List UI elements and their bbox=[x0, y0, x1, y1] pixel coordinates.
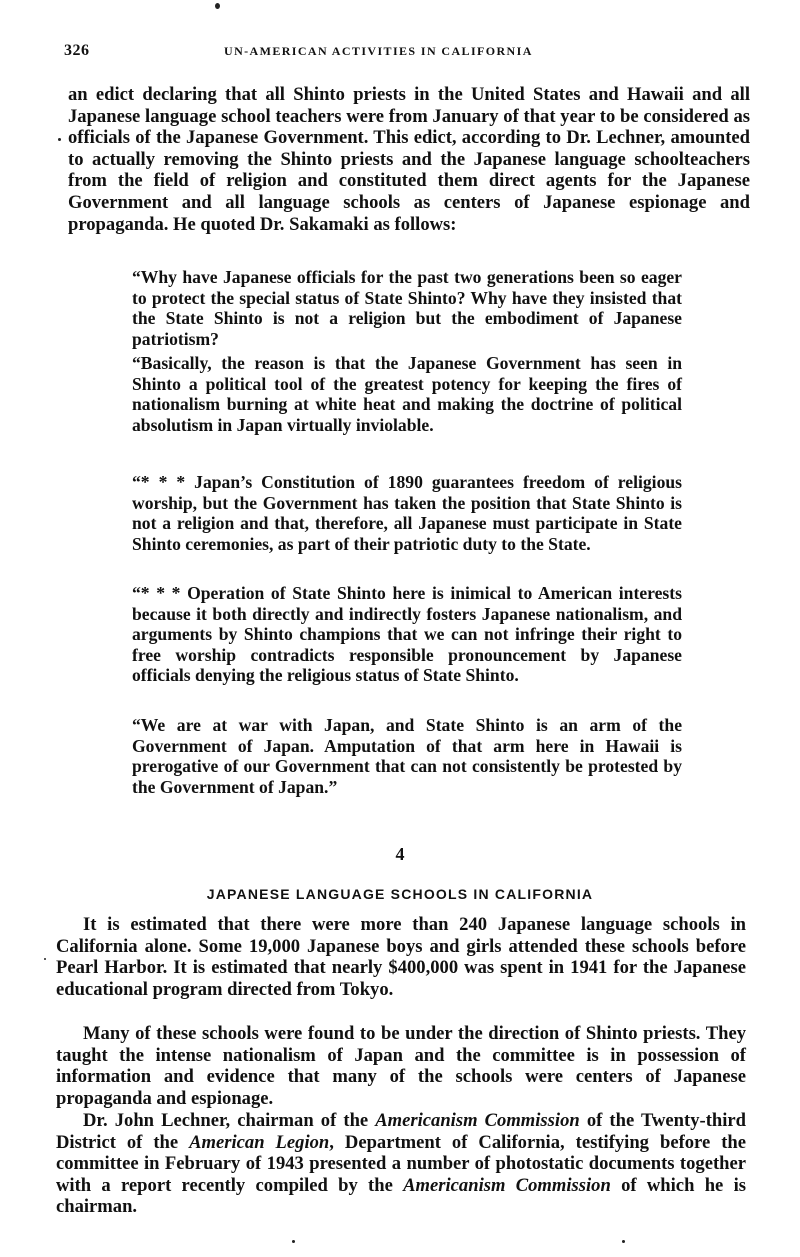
page-number: 326 bbox=[64, 42, 90, 59]
quote-paragraph: “We are at war with Japan, and State Shinto is an arm of the Government of Japan. Amputation of that arm here in Hawaii is prerogative of our Government that can not consistently be protested by the Government of Japan.” bbox=[132, 715, 682, 797]
scan-speck bbox=[215, 3, 220, 9]
intro-paragraph: an edict declaring that all Shinto priests in the United States and Hawaii and all Japanese language school teachers were from January of that year to be considered as officials of the Japanese Government. This edict, according to Dr. Lechner, amounted to actually removing the Shinto priests and the Japanese language schoolteachers from the field of religion and constituted them direct agents for the Japanese Government and all language schools as centers of Japanese espionage and propaganda. He quoted Dr. Sakamaki as follows: bbox=[68, 84, 750, 235]
italic-title: Americanism Commission bbox=[375, 1110, 580, 1131]
quote-paragraph: “* * * Japan’s Constitution of 1890 guarantees freedom of religious worship, but the Government has taken the position that State Shinto is not a religion and that, therefore, all Japanese must participate in State Shinto ceremonies, as part of their patriotic duty to the State. bbox=[132, 472, 682, 554]
quote-paragraph: “Why have Japanese officials for the past two generations been so eager to protect the special status of State Shinto? Why have they insisted that the State Shinto is not a religion but the embodiment of Japanese patriotism? bbox=[132, 267, 682, 349]
paragraph-text: of which he is chairman. bbox=[56, 1174, 746, 1218]
scan-speck bbox=[292, 1240, 295, 1243]
page-header bbox=[64, 42, 754, 66]
paragraph-text: of the Twenty-third District of the bbox=[56, 1110, 746, 1153]
running-title: UN-AMERICAN ACTIVITIES IN CALIFORNIA bbox=[224, 44, 533, 58]
scan-speck bbox=[622, 1240, 625, 1243]
quote-paragraph: “* * * Operation of State Shinto here is inimical to American interests because it both directly and indirectly fosters Japanese nationalism, and arguments by Shinto champions that we can not infringe their right to free worship contradicts responsible pronouncement by Japanese officials denying the religious status of State Shinto. bbox=[132, 583, 682, 686]
italic-title: Americanism Commission bbox=[403, 1174, 611, 1196]
scan-speck bbox=[58, 138, 61, 141]
section-paragraph bbox=[56, 1110, 746, 1218]
section-paragraph: Many of these schools were found to be under the direction of Shinto priests. They taught the intense nationalism of Japan and the committee is in possession of information and evidence that many of the schools were centers of Japanese propaganda and espionage. bbox=[56, 1023, 746, 1109]
section-number: 4 bbox=[395, 844, 405, 864]
quote-paragraph: “Basically, the reason is that the Japanese Government has seen in Shinto a political tool of the greatest potency for keeping the fires of nationalism burning at white heat and making the doctrine of political absolutism in Japan virtually inviolable. bbox=[132, 353, 682, 435]
italic-title: American Legion bbox=[189, 1131, 330, 1153]
section-paragraph: It is estimated that there were more than 240 Japanese language schools in California alone. Some 19,000 Japanese boys and girls attended these schools before Pearl Harbor. It is estimated that nearly $400,000 was spent in 1941 for the Japanese educational program directed from Tokyo. bbox=[56, 914, 746, 1000]
paragraph-text: , Department of California, testifying before the committee in February of 1943 presented a number of photostatic documents together with a report recently compiled by the bbox=[56, 1131, 747, 1196]
scan-speck bbox=[44, 958, 46, 960]
paragraph-text: Dr. John Lechner, chairman of the bbox=[83, 1110, 376, 1131]
section-heading: JAPANESE LANGUAGE SCHOOLS IN CALIFORNIA bbox=[206, 886, 594, 902]
